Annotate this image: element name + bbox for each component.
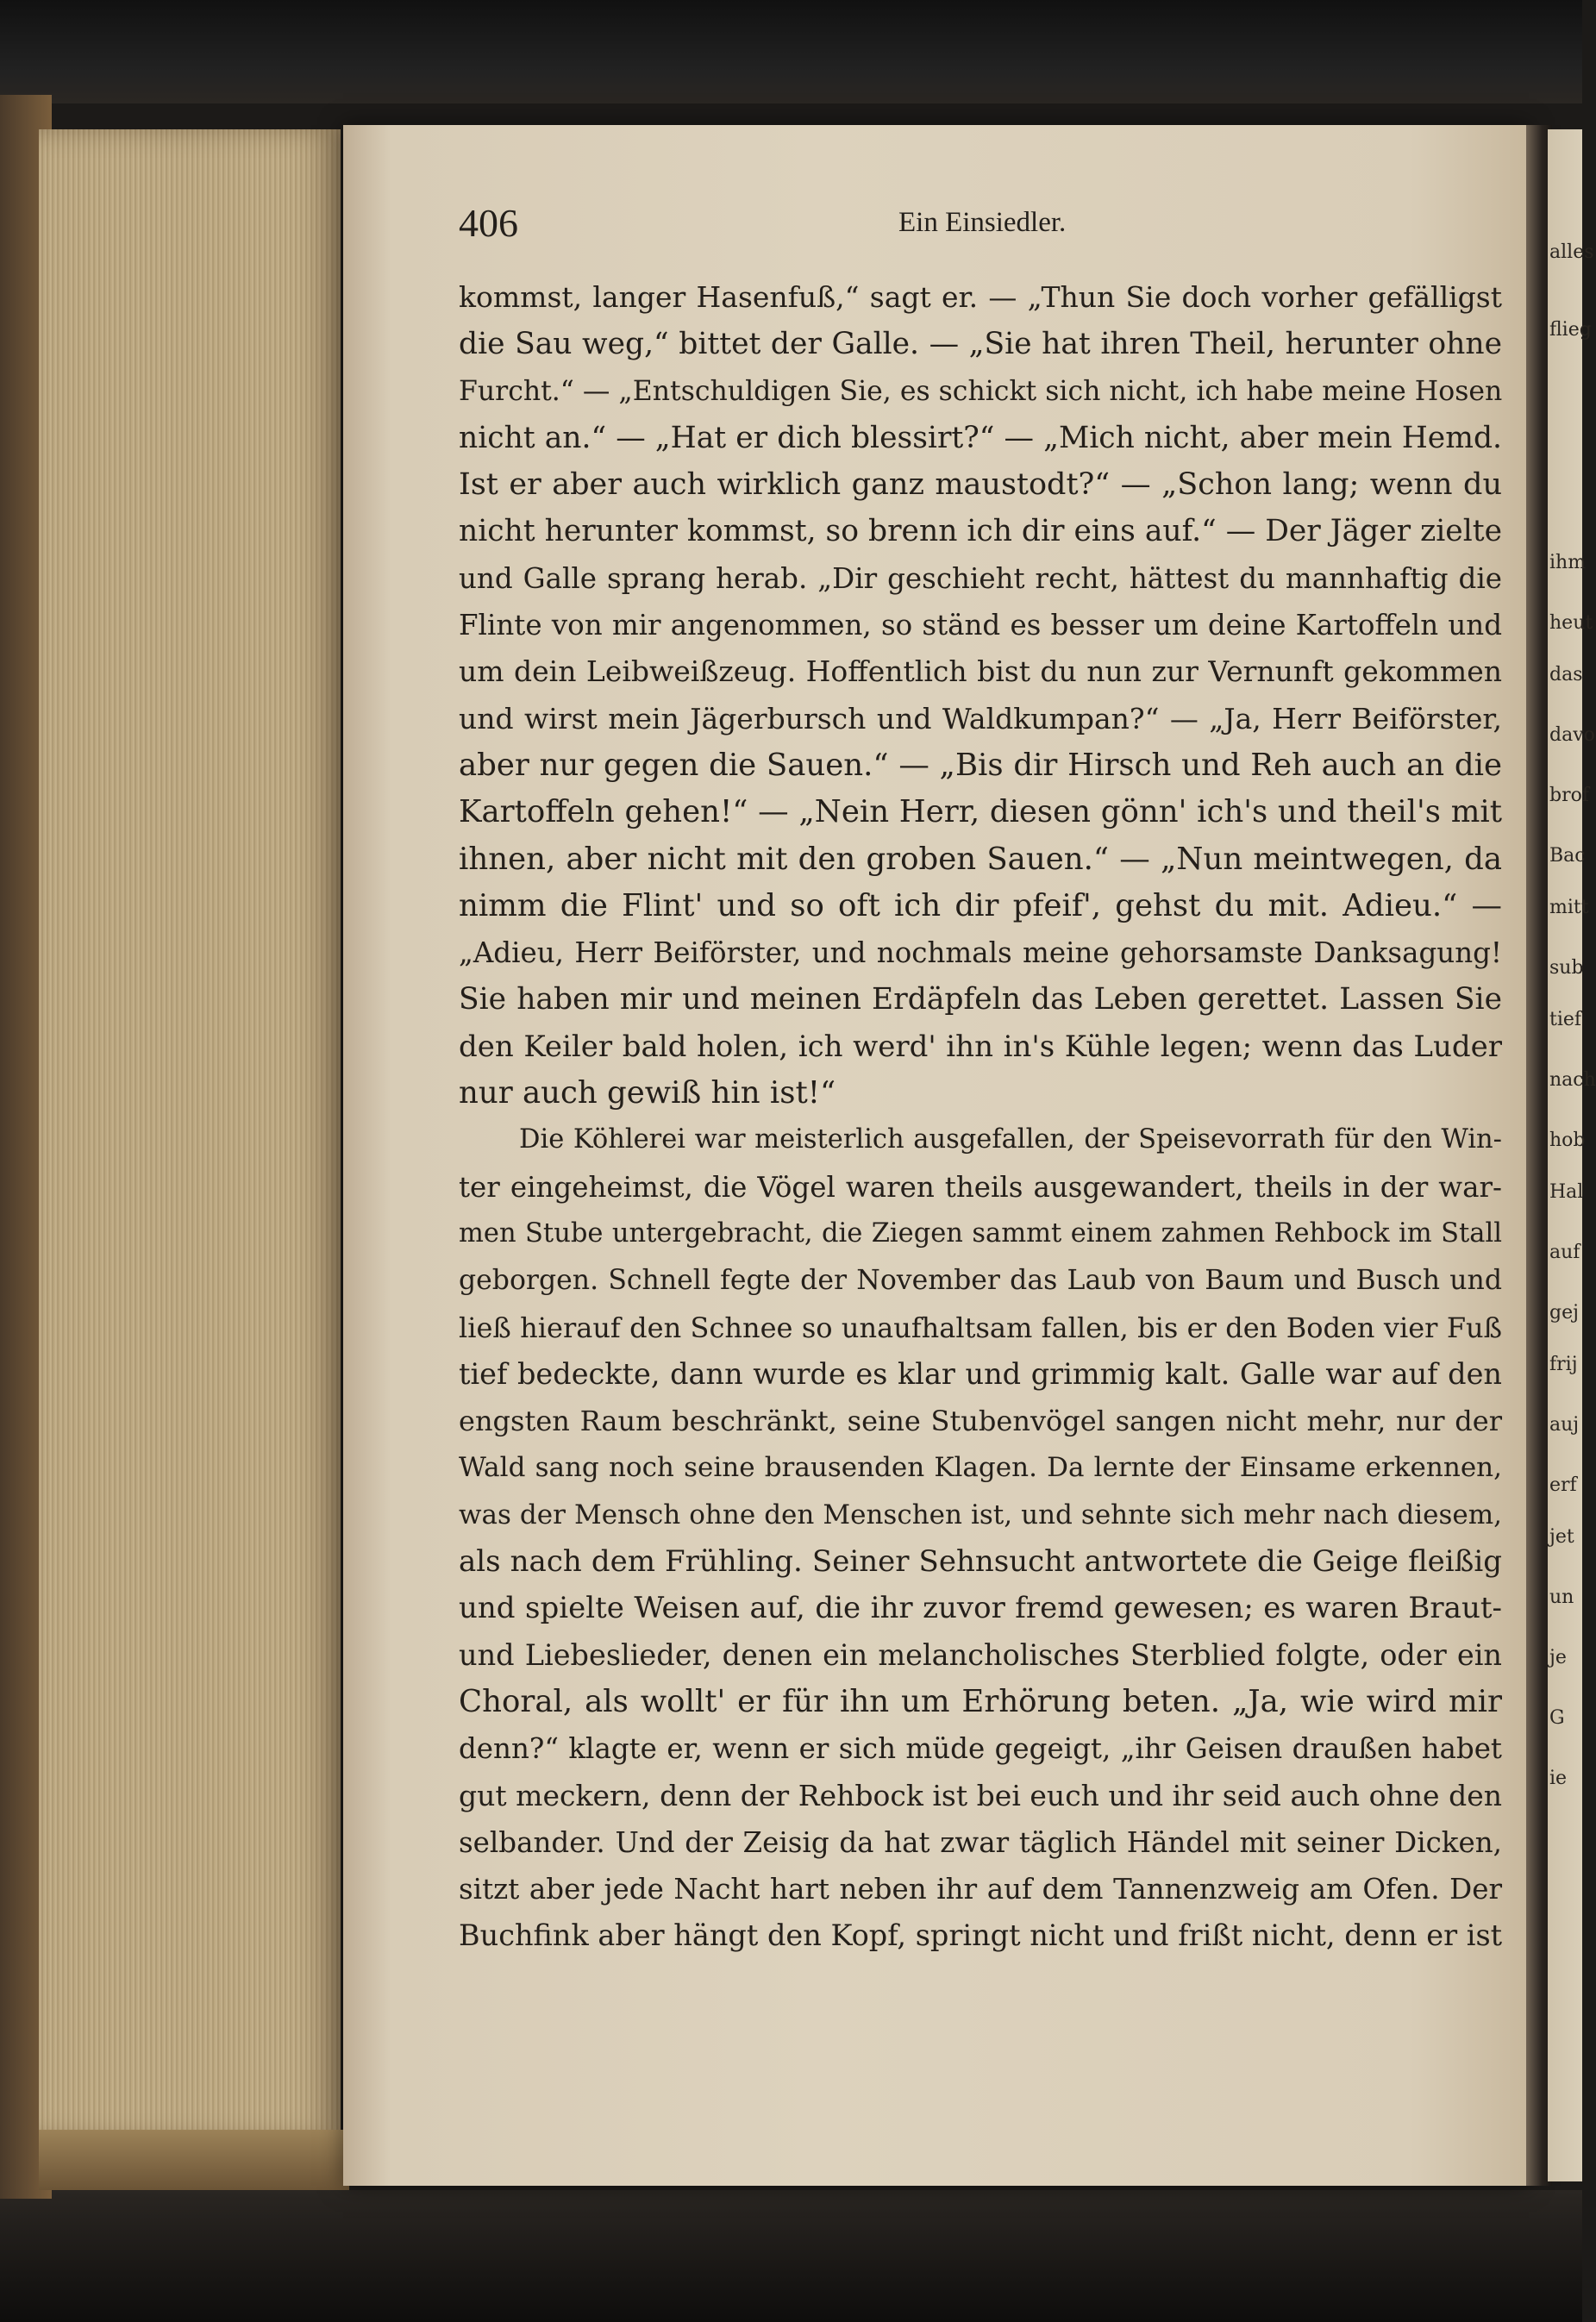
body-text [459, 274, 1502, 1960]
text-line: Ist er aber auch wirklich ganz maustodt?“ — „Schon lang; wenn du [459, 467, 1502, 503]
text-line: Wald sang noch seine brausenden Klagen. Da lernte der Einsame erkennen, [459, 1452, 1502, 1484]
text-line: kommst, langer Hasenfuß,“ sagt er. — „Thun Sie doch vorher gefälligst [459, 280, 1502, 314]
text-line: die Sau weg,“ bittet der Galle. — „Sie hat ihren Theil, herunter ohne [459, 327, 1502, 362]
next-page-fragment: je [1549, 1647, 1567, 1668]
text-line: ließ hierauf den Schnee so unaufhaltsam fallen, bis er den Boden vier Fuß [459, 1311, 1502, 1344]
text-line: Kartoffeln gehen!“ — „Nein Herr, diesen gönn' ich's und theil's mit [459, 794, 1502, 830]
next-page-fragment: sub [1549, 957, 1584, 979]
book-page-edges [39, 129, 341, 2138]
text-line: nimm die Flint' und so oft ich dir pfeif', gehst du mit. Adieu.“ — [459, 887, 1502, 923]
next-page-fragment: mitt [1549, 897, 1589, 918]
text-line: als nach dem Frühling. Seiner Sehnsucht antwortete die Geige fleißig [459, 1544, 1502, 1580]
text-line: nur auch gewiß hin ist!“ [459, 1075, 836, 1111]
next-page-fragment: nach [1549, 1069, 1596, 1091]
next-page-fragment: Bac [1549, 845, 1586, 867]
book-page-edges-bottom [39, 2130, 349, 2190]
text-line: und Galle sprang herab. „Dir geschieht recht, hättest du mannhaftig die [459, 561, 1502, 595]
next-page-fragment: davo [1549, 724, 1595, 746]
next-page-fragment: das [1549, 664, 1583, 685]
next-page-fragment: tief [1549, 1009, 1582, 1030]
background-bottom-shadow [0, 2190, 1582, 2322]
next-page-fragment: heut [1549, 612, 1593, 634]
next-page-fragment: ie [1549, 1768, 1568, 1789]
text-line: und Liebeslieder, denen ein melancholisches Sterblied folgte, oder ein [459, 1637, 1502, 1672]
text-line: „Adieu, Herr Beiförster, und nochmals meine gehorsamste Danksagung! [459, 936, 1502, 970]
text-line: Die Köhlerei war meisterlich ausgefallen, der Speisevorrath für den Win- [519, 1124, 1502, 1155]
next-page-fragment: frij [1549, 1354, 1578, 1375]
text-line: aber nur gegen die Sauen.“ — „Bis dir Hirsch und Reh auch an die [459, 747, 1502, 783]
text-line: den Keiler bald holen, ich werd' ihn in's Kühle legen; wenn das Luder [459, 1029, 1502, 1064]
running-title: Ein Einsiedler. [898, 207, 1067, 238]
next-page-fragment: gej [1549, 1302, 1579, 1324]
page-number: 406 [459, 201, 518, 245]
next-page-fragment: jet [1549, 1526, 1574, 1548]
text-line: was der Mensch ohne den Menschen ist, und sehnte sich mehr nach diesem, [459, 1499, 1502, 1530]
text-line: nicht an.“ — „Hat er dich blessirt?“ — „Mich nicht, aber mein Hemd. [459, 420, 1502, 455]
next-page-fragment: auf [1549, 1242, 1580, 1263]
text-line: Choral, als wollt' er für ihn um Erhörung beten. „Ja, wie wird mir [459, 1683, 1502, 1719]
text-line: Sie haben mir und meinen Erdäpfeln das Leben gerettet. Lassen Sie [459, 982, 1502, 1017]
next-page-fragment: un [1549, 1587, 1574, 1608]
next-page-fragment: G [1549, 1707, 1565, 1729]
text-line: tief bedeckte, dann wurde es klar und grimmig kalt. Galle war auf den [459, 1356, 1502, 1391]
next-page-fragment: auj [1549, 1414, 1580, 1436]
text-line: und spielte Weisen auf, die ihr zuvor fremd gewesen; es waren Braut- [459, 1591, 1502, 1626]
text-line: und wirst mein Jägerbursch und Waldkumpan?“ — „Ja, Herr Beiförster, [459, 701, 1502, 735]
text-line: selbander. Und der Zeisig da hat zwar täglich Händel mit seiner Dicken, [459, 1825, 1502, 1859]
text-line: denn?“ klagte er, wenn er sich müde gegeigt, „ihr Geisen draußen habet [459, 1732, 1502, 1766]
text-line: ihnen, aber nicht mit den groben Sauen.“ — „Nun meintwegen, da [459, 841, 1502, 877]
next-page-fragment: alles [1549, 241, 1594, 263]
text-line: sitzt aber jede Nacht hart neben ihr auf dem Tannenzweig am Ofen. Der [459, 1873, 1502, 1906]
next-page-fragment: erf [1549, 1474, 1577, 1496]
text-line: Buchfink aber hängt den Kopf, springt nicht und frißt nicht, denn er ist [459, 1918, 1503, 1953]
text-line: men Stube untergebracht, die Ziegen sammt einem zahmen Rehbock im Stall [459, 1217, 1502, 1249]
next-page-fragment: hob [1549, 1130, 1586, 1151]
text-line: nicht herunter kommst, so brenn ich dir eins auf.“ — Der Jäger zielte [459, 514, 1503, 549]
next-page-fragment: Hal [1549, 1181, 1584, 1203]
text-line: um dein Leibweißzeug. Hoffentlich bist du nun zur Vernunft gekommen [459, 654, 1502, 689]
text-line: geborgen. Schnell fegte der November das Laub von Baum und Busch und [459, 1265, 1502, 1297]
next-page-fragment: ihm [1549, 552, 1587, 573]
text-line: gut meckern, denn der Rehbock ist bei euch und ihr seid auch ohne den [459, 1778, 1502, 1812]
next-page-strip [1548, 129, 1596, 2181]
text-line: Flinte von mir angenommen, so ständ es besser um deine Kartoffeln und [459, 609, 1502, 642]
text-line: ter eingeheimst, die Vögel waren theils ausgewandert, theils in der war- [459, 1170, 1502, 1204]
background-top-shadow [0, 0, 1582, 103]
text-line: Furcht.“ — „Entschuldigen Sie, es schickt sich nicht, ich habe meine Hosen [459, 375, 1503, 407]
next-page-fragment: brof [1549, 785, 1589, 806]
text-line: engsten Raum beschränkt, seine Stubenvögel sangen nicht mehr, nur der [459, 1405, 1502, 1438]
next-page-fragment: flieg [1549, 319, 1592, 341]
page-header [459, 200, 1097, 252]
